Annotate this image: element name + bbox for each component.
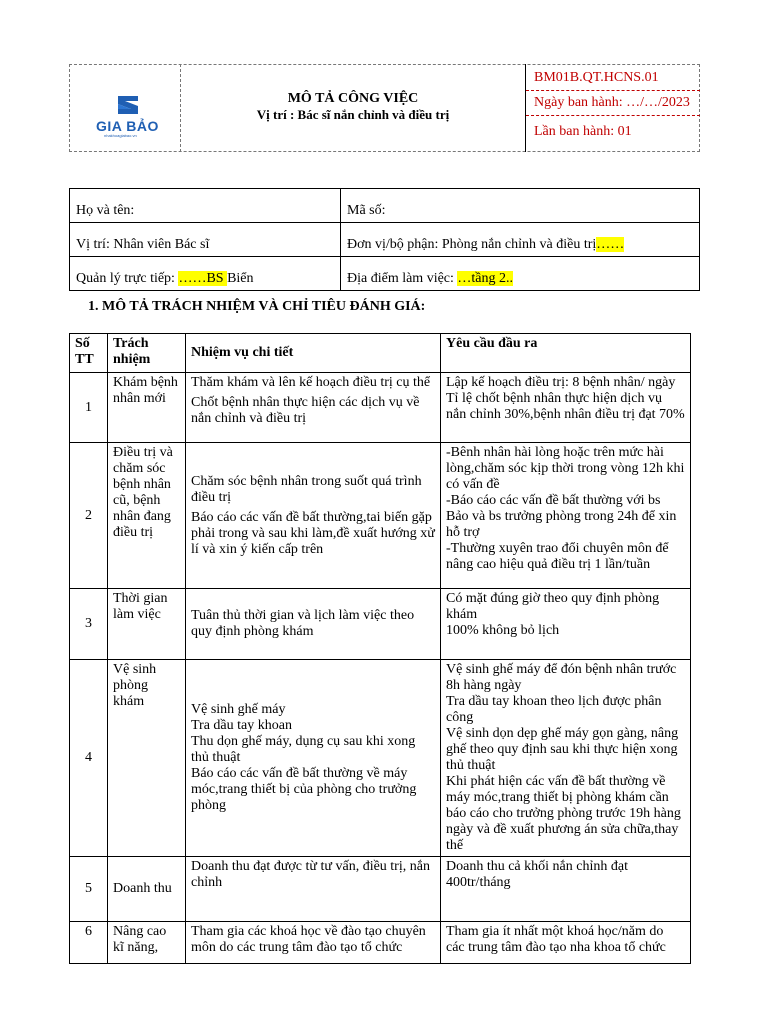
row-tasks: Vệ sinh ghế máy Tra dầu tay khoan Thu dọn ghế máy, dụng cụ sau khi xong thủ thuật Báo cáo các vấn đề bất thường về máy móc,trang thiết bị của phòng cho trưởng phòng xyxy=(186,660,441,857)
row-outputs: Doanh thu cả khối nắn chỉnh đạt 400tr/tháng xyxy=(441,857,691,922)
header-stt: Số TT xyxy=(70,334,108,373)
row-outputs: Lập kế hoạch điều trị: 8 bệnh nhân/ ngày Tỉ lệ chốt bệnh nhân thực hiện dịch vụ nắn chỉnh 30%,bệnh nhân điều trị đạt 70% xyxy=(441,373,691,443)
row-number: 5 xyxy=(70,857,108,922)
row-tasks: Tham gia các khoá học về đào tạo chuyên môn do các trung tâm đào tạo tổ chức xyxy=(186,922,441,964)
row-responsibility: Doanh thu xyxy=(108,857,186,922)
table-row xyxy=(70,922,691,964)
document-title: MÔ TẢ CÔNG VIỆC xyxy=(287,91,419,106)
row-responsibility: Nâng cao kĩ năng, xyxy=(108,922,186,964)
row-tasks: Doanh thu đạt được từ tư vấn, điều trị, nắn chỉnh xyxy=(186,857,441,922)
issue-date: Ngày ban hành: …/…/2023 xyxy=(526,91,700,116)
gia-bao-logo-icon xyxy=(116,93,140,117)
row-number: 3 xyxy=(70,589,108,660)
logo-tagline: nhakhoagiabao.vn xyxy=(104,133,137,138)
manager-highlight: ……BS xyxy=(178,271,228,286)
row-responsibility: Khám bệnh nhân mới xyxy=(108,373,186,443)
header-responsibility: Trách nhiệm xyxy=(108,334,186,373)
row-tasks: Tuân thủ thời gian và lịch làm việc theo quy định phòng khám xyxy=(186,589,441,660)
row-responsibility: Vệ sinh phòng khám xyxy=(108,660,186,857)
row-responsibility: Thời gian làm việc xyxy=(108,589,186,660)
section-heading: 1. MÔ TẢ TRÁCH NHIỆM VÀ CHỈ TIÊU ĐÁNH GIÁ: xyxy=(88,299,426,314)
row-outputs: -Bênh nhân hài lòng hoặc trên mức hài lòng,chăm sóc kịp thời trong vòng 12h khi có vấn đề -Báo cáo các vấn đề bất thường với bs Bảo và bs trưởng phòng trong 24h để xin hỗ trợ -Thường xuyên trao đổi chuyên môn để nâng cao hiệu quả điều trị 1 lần/tuần xyxy=(441,443,691,589)
location-field: Địa điểm làm việc: …tầng 2.. xyxy=(341,257,700,291)
table-row xyxy=(70,443,691,589)
responsibility-table xyxy=(69,333,691,964)
title-cell xyxy=(180,64,526,152)
document-subtitle: Vị trí : Bác sĩ nắn chỉnh và điều trị xyxy=(256,107,450,122)
row-outputs: Vệ sinh ghế máy để đón bệnh nhân trước 8h hàng ngày Tra dầu tay khoan theo lịch được phân công Vệ sinh dọn dẹp ghế máy gọn gàng, nâng ghế theo quy định sau khi thực hiện xong thủ thuật Khi phát hiện các vấn đề bất thường về máy móc,trang thiết bị phòng khám cần báo cáo cho trưởng phòng trước 19h hàng ngày và đề xuất phương án sửa chữa,thay thế xyxy=(441,660,691,857)
table-row xyxy=(70,660,691,857)
row-responsibility: Điều trị và chăm sóc bệnh nhân cũ, bệnh nhân đang điều trị xyxy=(108,443,186,589)
doc-code: BM01B.QT.HCNS.01 xyxy=(526,64,700,91)
table-row xyxy=(70,373,691,443)
unit-field: Đơn vị/bộ phận: Phòng nắn chỉnh và điều trị…… xyxy=(341,223,700,257)
row-outputs: Có mặt đúng giờ theo quy định phòng khám 100% không bỏ lịch xyxy=(441,589,691,660)
issue-number: Lần ban hành: 01 xyxy=(534,124,632,139)
row-tasks: Chăm sóc bệnh nhân trong suốt quá trình điều trị Báo cáo các vấn đề bất thường,tai biến gặp phải trong và sau khi làm,đề xuất hướng xử lí và xin ý kiến cấp trên xyxy=(186,443,441,589)
table-row xyxy=(70,857,691,922)
header-tasks: Nhiệm vụ chi tiết xyxy=(186,334,441,373)
row-tasks: Thăm khám và lên kế hoạch điều trị cụ thể Chốt bệnh nhân thực hiện các dịch vụ về nắn chỉnh và điều trị xyxy=(186,373,441,443)
employee-info-table xyxy=(69,188,700,291)
code-field: Mã số: xyxy=(341,189,700,223)
table-row xyxy=(70,589,691,660)
location-highlight: …tầng 2.. xyxy=(457,271,514,286)
unit-highlight: …… xyxy=(596,237,625,252)
row-outputs: Tham gia ít nhất một khoá học/năm do các trung tâm đào tạo nha khoa tổ chức xyxy=(441,922,691,964)
header-outputs: Yêu cầu đầu ra xyxy=(441,334,691,373)
row-number: 4 xyxy=(70,660,108,857)
position-field: Vị trí: Nhân viên Bác sĩ xyxy=(70,223,341,257)
row-number: 6 xyxy=(70,922,108,964)
table-header-row xyxy=(70,334,691,373)
name-field: Họ và tên: xyxy=(70,189,341,223)
logo-brand: GIA BẢO xyxy=(96,118,159,134)
manager-field: Quản lý trực tiếp: ……BS Biển xyxy=(70,257,341,291)
row-number: 1 xyxy=(70,373,108,443)
row-number: 2 xyxy=(70,443,108,589)
